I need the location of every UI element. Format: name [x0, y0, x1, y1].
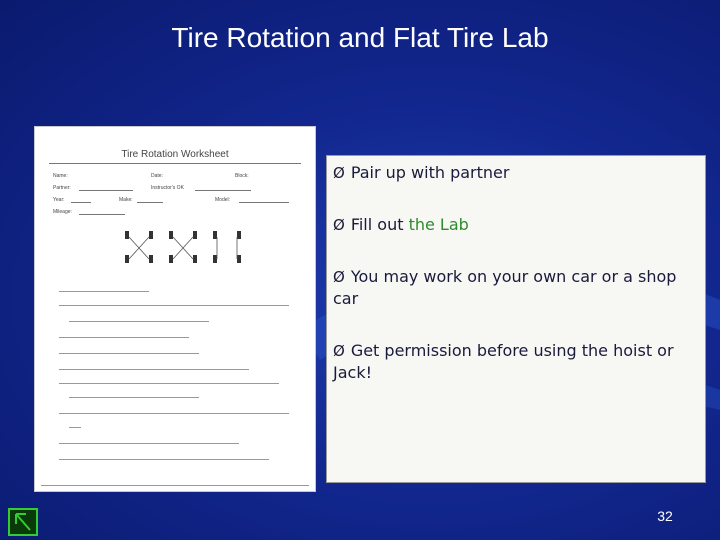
- ws-bottom-line: [41, 485, 309, 486]
- ws-line: [239, 202, 289, 203]
- slide-title: Tire Rotation and Flat Tire Lab: [171, 22, 549, 53]
- bullet-item-permission: [333, 340, 693, 383]
- bullet-item-own-car: [333, 266, 693, 309]
- ws-label-make: Make:: [119, 197, 133, 203]
- bullet-text: Get permission before using the hoist or Jack!: [333, 341, 674, 382]
- ws-label-date: Date:: [151, 173, 163, 179]
- ws-line: [195, 190, 251, 191]
- ws-label-year: Year:: [53, 197, 65, 203]
- instructions-panel: [326, 155, 706, 483]
- ws-label-mileage: Mileage:: [53, 209, 72, 215]
- ws-step-line: [69, 427, 81, 428]
- ws-step-line: [59, 291, 149, 292]
- bullet-item-fill-out-lab: [333, 214, 693, 236]
- ws-step-line: [59, 413, 289, 414]
- ws-step-line: [59, 353, 199, 354]
- rotation-diagram-icon: [119, 225, 159, 269]
- ws-step-line: [59, 459, 269, 460]
- page-number: 32: [657, 508, 673, 524]
- ws-label-instructor: Instructor's OK: [151, 185, 184, 191]
- back-arrow-icon: [10, 510, 36, 534]
- ws-step-line: [59, 383, 279, 384]
- ws-step-line: [59, 369, 249, 370]
- ws-line: [71, 202, 91, 203]
- rotation-diagram-icon: [163, 225, 203, 269]
- ws-step-line: [69, 321, 209, 322]
- arrow-bullet-icon: Ø: [333, 164, 345, 182]
- arrow-bullet-icon: Ø: [333, 342, 345, 360]
- ws-label-partner: Partner:: [53, 185, 71, 191]
- ws-step-line: [69, 397, 199, 398]
- ws-step-line: [59, 305, 289, 306]
- rotation-diagram-icon: [207, 225, 247, 269]
- ws-label-model: Model:: [215, 197, 231, 203]
- bullet-item-pair-up: [333, 162, 693, 184]
- ws-line: [137, 202, 163, 203]
- ws-step-line: [59, 337, 189, 338]
- ws-label-name: Name:: [53, 173, 68, 179]
- bullet-text: Pair up with partner: [350, 163, 510, 182]
- lab-link[interactable]: the Lab: [408, 215, 469, 234]
- ws-line: [79, 214, 125, 215]
- arrow-bullet-icon: Ø: [333, 268, 345, 286]
- ws-line: [79, 190, 133, 191]
- arrow-bullet-icon: Ø: [333, 216, 345, 234]
- ws-step-line: [59, 443, 239, 444]
- back-button[interactable]: [8, 508, 38, 536]
- ws-label-block: Block:: [235, 173, 249, 179]
- bullet-text: You may work on your own car or a shop car: [333, 267, 677, 308]
- worksheet-divider: [49, 163, 301, 164]
- bullet-text: Fill out: [350, 215, 409, 234]
- worksheet-title: Tire Rotation Worksheet: [121, 149, 229, 160]
- worksheet-image: [34, 126, 316, 492]
